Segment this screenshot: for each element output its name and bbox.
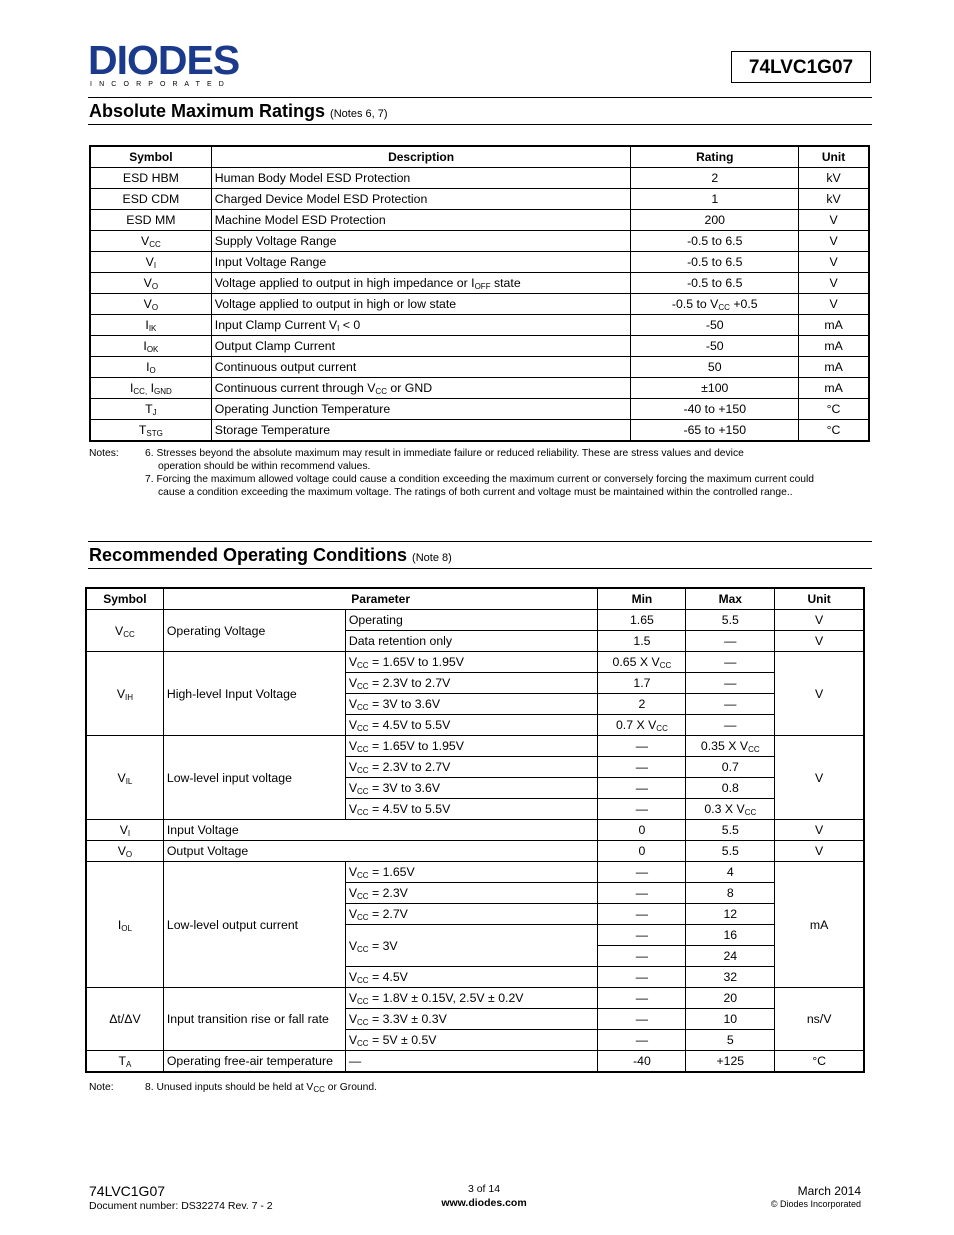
roc-table	[86, 588, 864, 1072]
condition-cell: $V_{CC} = 2.3V$ to 2.7V	[345, 673, 598, 694]
symbol-cell: $T_A$	[87, 1051, 164, 1072]
description-cell: Input Clamp Current $V_I < 0$	[211, 315, 631, 336]
notes-label: Notes:	[89, 448, 119, 459]
min-cell: —	[598, 799, 686, 820]
table-row	[91, 189, 869, 210]
rating-cell: -0.5 to 6.5	[631, 273, 799, 294]
unit-cell: mA	[775, 862, 864, 988]
min-cell: —	[598, 967, 686, 988]
divider	[88, 97, 872, 98]
rating-cell: 2	[631, 168, 799, 189]
table-row	[91, 378, 869, 399]
min-cell: —	[598, 757, 686, 778]
rating-cell: -50	[631, 315, 799, 336]
max-cell: 5	[686, 1030, 775, 1051]
condition-cell: $V_{CC} = 1.65V$	[345, 862, 598, 883]
unit-cell: °C	[775, 1051, 864, 1072]
logo-wordmark: DIODES	[88, 40, 240, 83]
note-8: 8. Unused inputs should be held at $V_{CC}$ or Ground.	[145, 1082, 377, 1094]
unit-cell: V	[799, 210, 869, 231]
unit-cell: V	[799, 231, 869, 252]
divider	[88, 124, 872, 125]
unit-cell: mA	[799, 336, 869, 357]
unit-cell: kV	[799, 168, 869, 189]
footer-date: March 2014	[797, 1184, 861, 1198]
min-cell: 0	[598, 841, 686, 862]
condition-cell: $V_{CC} = 5V \pm 0.5V$	[345, 1030, 598, 1051]
unit-cell: V	[775, 820, 864, 841]
parameter-cell: High-level Input Voltage	[163, 652, 345, 736]
max-cell: 0.8	[686, 778, 775, 799]
max-cell: —	[686, 694, 775, 715]
condition-cell: $V_{CC} = 3.3V \pm 0.3V$	[345, 1009, 598, 1030]
parameter-cell: Low-level output current	[163, 862, 345, 988]
symbol-cell: $V_{IL}$	[87, 736, 164, 820]
condition-cell: $V_{CC} = 4.5V$ to 5.5V	[345, 799, 598, 820]
table-row	[91, 336, 869, 357]
rating-cell: ±100	[631, 378, 799, 399]
col-header: Unit	[799, 147, 869, 168]
table-row	[91, 399, 869, 420]
max-cell: 32	[686, 967, 775, 988]
rating-cell: 1	[631, 189, 799, 210]
min-cell: —	[598, 946, 686, 967]
col-header: Description	[211, 147, 631, 168]
condition-cell: $V_{CC} = 2.7V$	[345, 904, 598, 925]
max-cell: —	[686, 631, 775, 652]
parameter-cell: Low-level input voltage	[163, 736, 345, 820]
condition-cell: $V_{CC} = 2.3V$ to 2.7V	[345, 757, 598, 778]
max-cell: +125	[686, 1051, 775, 1072]
unit-cell: V	[775, 736, 864, 820]
note-6: 6. Stresses beyond the absolute maximum may result in immediate failure or reduced reliability. These are stress values and device	[145, 448, 744, 459]
table-row	[91, 294, 869, 315]
min-cell: 0.7 X $V_{CC}$	[598, 715, 686, 736]
table-row	[91, 273, 869, 294]
note-6-cont: operation should be within recommend values.	[158, 461, 371, 472]
condition-cell: $V_{CC} = 3V$ to 3.6V	[345, 778, 598, 799]
min-cell: —	[598, 925, 686, 946]
unit-cell: V	[775, 652, 864, 736]
parameter-cell: Output Voltage	[163, 841, 598, 862]
unit-cell: kV	[799, 189, 869, 210]
condition-cell: Data retention only	[345, 631, 598, 652]
part-number-box: 74LVC1G07	[731, 51, 871, 83]
symbol-cell: $I_{IK}$	[91, 315, 212, 336]
min-cell: 0.65 X $V_{CC}$	[598, 652, 686, 673]
unit-cell: V	[775, 610, 864, 631]
symbol-cell: $T_J$	[91, 399, 212, 420]
min-cell: —	[598, 1030, 686, 1051]
rating-cell: -0.5 to 6.5	[631, 231, 799, 252]
symbol-cell: $I_{OK}$	[91, 336, 212, 357]
table-row	[91, 252, 869, 273]
roc-note-label: Note:	[89, 1082, 114, 1093]
parameter-cell: Operating Voltage	[163, 610, 345, 652]
max-cell: 20	[686, 988, 775, 1009]
symbol-cell: $V_O$	[91, 273, 212, 294]
table-row	[91, 168, 869, 189]
unit-cell: V	[799, 273, 869, 294]
parameter-cell: Operating free-air temperature	[163, 1051, 345, 1072]
diodes-logo	[88, 40, 263, 88]
table-row	[91, 315, 869, 336]
section-title-abs-max: Absolute Maximum Ratings (Notes 6, 7)	[89, 101, 388, 121]
symbol-cell: $T_{STG}$	[91, 420, 212, 441]
abs-max-table	[90, 146, 869, 441]
description-cell: Human Body Model ESD Protection	[211, 168, 631, 189]
condition-cell: $V_{CC} = 3V$	[345, 925, 598, 967]
condition-cell: —	[345, 1051, 598, 1072]
section-title-roc: Recommended Operating Conditions (Note 8)	[89, 545, 452, 565]
symbol-cell: ESD HBM	[91, 168, 212, 189]
max-cell: 5.5	[686, 610, 775, 631]
table-row	[87, 841, 864, 862]
description-cell: Machine Model ESD Protection	[211, 210, 631, 231]
description-cell: Voltage applied to output in high or low state	[211, 294, 631, 315]
symbol-cell: $V_{IH}$	[87, 652, 164, 736]
max-cell: 10	[686, 1009, 775, 1030]
unit-cell: V	[799, 252, 869, 273]
max-cell: 0.3 X $V_{CC}$	[686, 799, 775, 820]
symbol-cell: $V_{CC}$	[87, 610, 164, 652]
condition-cell: $V_{CC} = 3V$ to 3.6V	[345, 694, 598, 715]
condition-cell: $V_{CC} = 4.5V$ to 5.5V	[345, 715, 598, 736]
footer-part-number: 74LVC1G07	[89, 1183, 166, 1199]
table-row	[87, 1051, 864, 1072]
footer-document-number: Document number: DS32274 Rev. 7 - 2	[89, 1200, 273, 1212]
max-cell: —	[686, 652, 775, 673]
symbol-cell: $I_O$	[91, 357, 212, 378]
footer-copyright: © Diodes Incorporated	[770, 1199, 861, 1209]
max-cell: 5.5	[686, 820, 775, 841]
min-cell: —	[598, 736, 686, 757]
min-cell: —	[598, 883, 686, 904]
max-cell: 4	[686, 862, 775, 883]
max-cell: 0.7	[686, 757, 775, 778]
rating-cell: -0.5 to $V_{CC} +0.5$	[631, 294, 799, 315]
table-header-row	[87, 589, 864, 610]
col-header: Symbol	[87, 589, 164, 610]
description-cell: Output Clamp Current	[211, 336, 631, 357]
max-cell: 8	[686, 883, 775, 904]
unit-cell: mA	[799, 315, 869, 336]
min-cell: 2	[598, 694, 686, 715]
symbol-cell: Δt/ΔV	[87, 988, 164, 1051]
min-cell: —	[598, 778, 686, 799]
condition-cell: $V_{CC} = 1.8V \pm 0.15V$, 2.5V ± 0.2V	[345, 988, 598, 1009]
col-header: Min	[598, 589, 686, 610]
table-row	[87, 610, 864, 631]
footer-page-number: 3 of 14	[467, 1183, 501, 1195]
table-header-row	[91, 147, 869, 168]
logo-subtitle: I N C O R P O R A T E D	[90, 81, 227, 88]
col-header: Max	[686, 589, 775, 610]
condition-cell: $V_{CC} = 4.5V$	[345, 967, 598, 988]
max-cell: 5.5	[686, 841, 775, 862]
col-header: Parameter	[163, 589, 598, 610]
symbol-cell: $V_O$	[87, 841, 164, 862]
description-cell: Voltage applied to output in high impedance or $I_{OFF}$ state	[211, 273, 631, 294]
description-cell: Storage Temperature	[211, 420, 631, 441]
min-cell: —	[598, 862, 686, 883]
table-row	[87, 652, 864, 673]
divider	[88, 541, 872, 542]
unit-cell: V	[775, 631, 864, 652]
symbol-cell: $V_I$	[91, 252, 212, 273]
col-header: Symbol	[91, 147, 212, 168]
parameter-cell: Input Voltage	[163, 820, 598, 841]
condition-cell: Operating	[345, 610, 598, 631]
table-row	[87, 862, 864, 883]
rating-cell: -50	[631, 336, 799, 357]
min-cell: 0	[598, 820, 686, 841]
max-cell: 12	[686, 904, 775, 925]
unit-cell: mA	[799, 357, 869, 378]
rating-cell: 200	[631, 210, 799, 231]
note-7: 7. Forcing the maximum allowed voltage could cause a condition exceeding the maximum current or conversely forcing the maximum current could	[145, 474, 815, 485]
max-cell: —	[686, 715, 775, 736]
unit-cell: V	[775, 841, 864, 862]
rating-cell: 50	[631, 357, 799, 378]
abs-max-notes	[89, 448, 119, 461]
description-cell: Continuous output current	[211, 357, 631, 378]
min-cell: —	[598, 1009, 686, 1030]
symbol-cell: $I_{CC,}$ $I_{GND}$	[91, 378, 212, 399]
table-row	[87, 988, 864, 1009]
symbol-cell: $V_{CC}$	[91, 231, 212, 252]
col-header: Rating	[631, 147, 799, 168]
unit-cell: °C	[799, 399, 869, 420]
table-row	[91, 210, 869, 231]
description-cell: Operating Junction Temperature	[211, 399, 631, 420]
max-cell: 16	[686, 925, 775, 946]
table-row	[91, 357, 869, 378]
min-cell: —	[598, 904, 686, 925]
table-row	[87, 820, 864, 841]
description-cell: Supply Voltage Range	[211, 231, 631, 252]
unit-cell: °C	[799, 420, 869, 441]
note-7-cont: cause a condition exceeding the maximum voltage. The ratings of both current and voltage must be maintained within the controlled range..	[158, 487, 793, 498]
unit-cell: ns/V	[775, 988, 864, 1051]
rating-cell: -65 to +150	[631, 420, 799, 441]
description-cell: Charged Device Model ESD Protection	[211, 189, 631, 210]
condition-cell: $V_{CC} = 1.65V$ to 1.95V	[345, 736, 598, 757]
parameter-cell: Input transition rise or fall rate	[163, 988, 345, 1051]
symbol-cell: $I_{OL}$	[87, 862, 164, 988]
table-row	[91, 231, 869, 252]
min-cell: —	[598, 988, 686, 1009]
symbol-cell: ESD CDM	[91, 189, 212, 210]
symbol-cell: $V_I$	[87, 820, 164, 841]
abs-max-rows	[91, 168, 869, 441]
table-row	[87, 736, 864, 757]
description-cell: Continuous current through $V_{CC}$ or GND	[211, 378, 631, 399]
min-cell: 1.65	[598, 610, 686, 631]
max-cell: 24	[686, 946, 775, 967]
footer-website-link[interactable]: www.diodes.com	[441, 1197, 527, 1209]
max-cell: —	[686, 673, 775, 694]
min-cell: 1.7	[598, 673, 686, 694]
max-cell: 0.35 X $V_{CC}$	[686, 736, 775, 757]
symbol-cell: ESD MM	[91, 210, 212, 231]
divider	[88, 568, 872, 569]
min-cell: -40	[598, 1051, 686, 1072]
symbol-cell: $V_O$	[91, 294, 212, 315]
condition-cell: $V_{CC} = 1.65V$ to 1.95V	[345, 652, 598, 673]
table-row	[91, 420, 869, 441]
condition-cell: $V_{CC} = 2.3V$	[345, 883, 598, 904]
description-cell: Input Voltage Range	[211, 252, 631, 273]
rating-cell: -40 to +150	[631, 399, 799, 420]
unit-cell: V	[799, 294, 869, 315]
min-cell: 1.5	[598, 631, 686, 652]
rating-cell: -0.5 to 6.5	[631, 252, 799, 273]
col-header: Unit	[775, 589, 864, 610]
unit-cell: mA	[799, 378, 869, 399]
